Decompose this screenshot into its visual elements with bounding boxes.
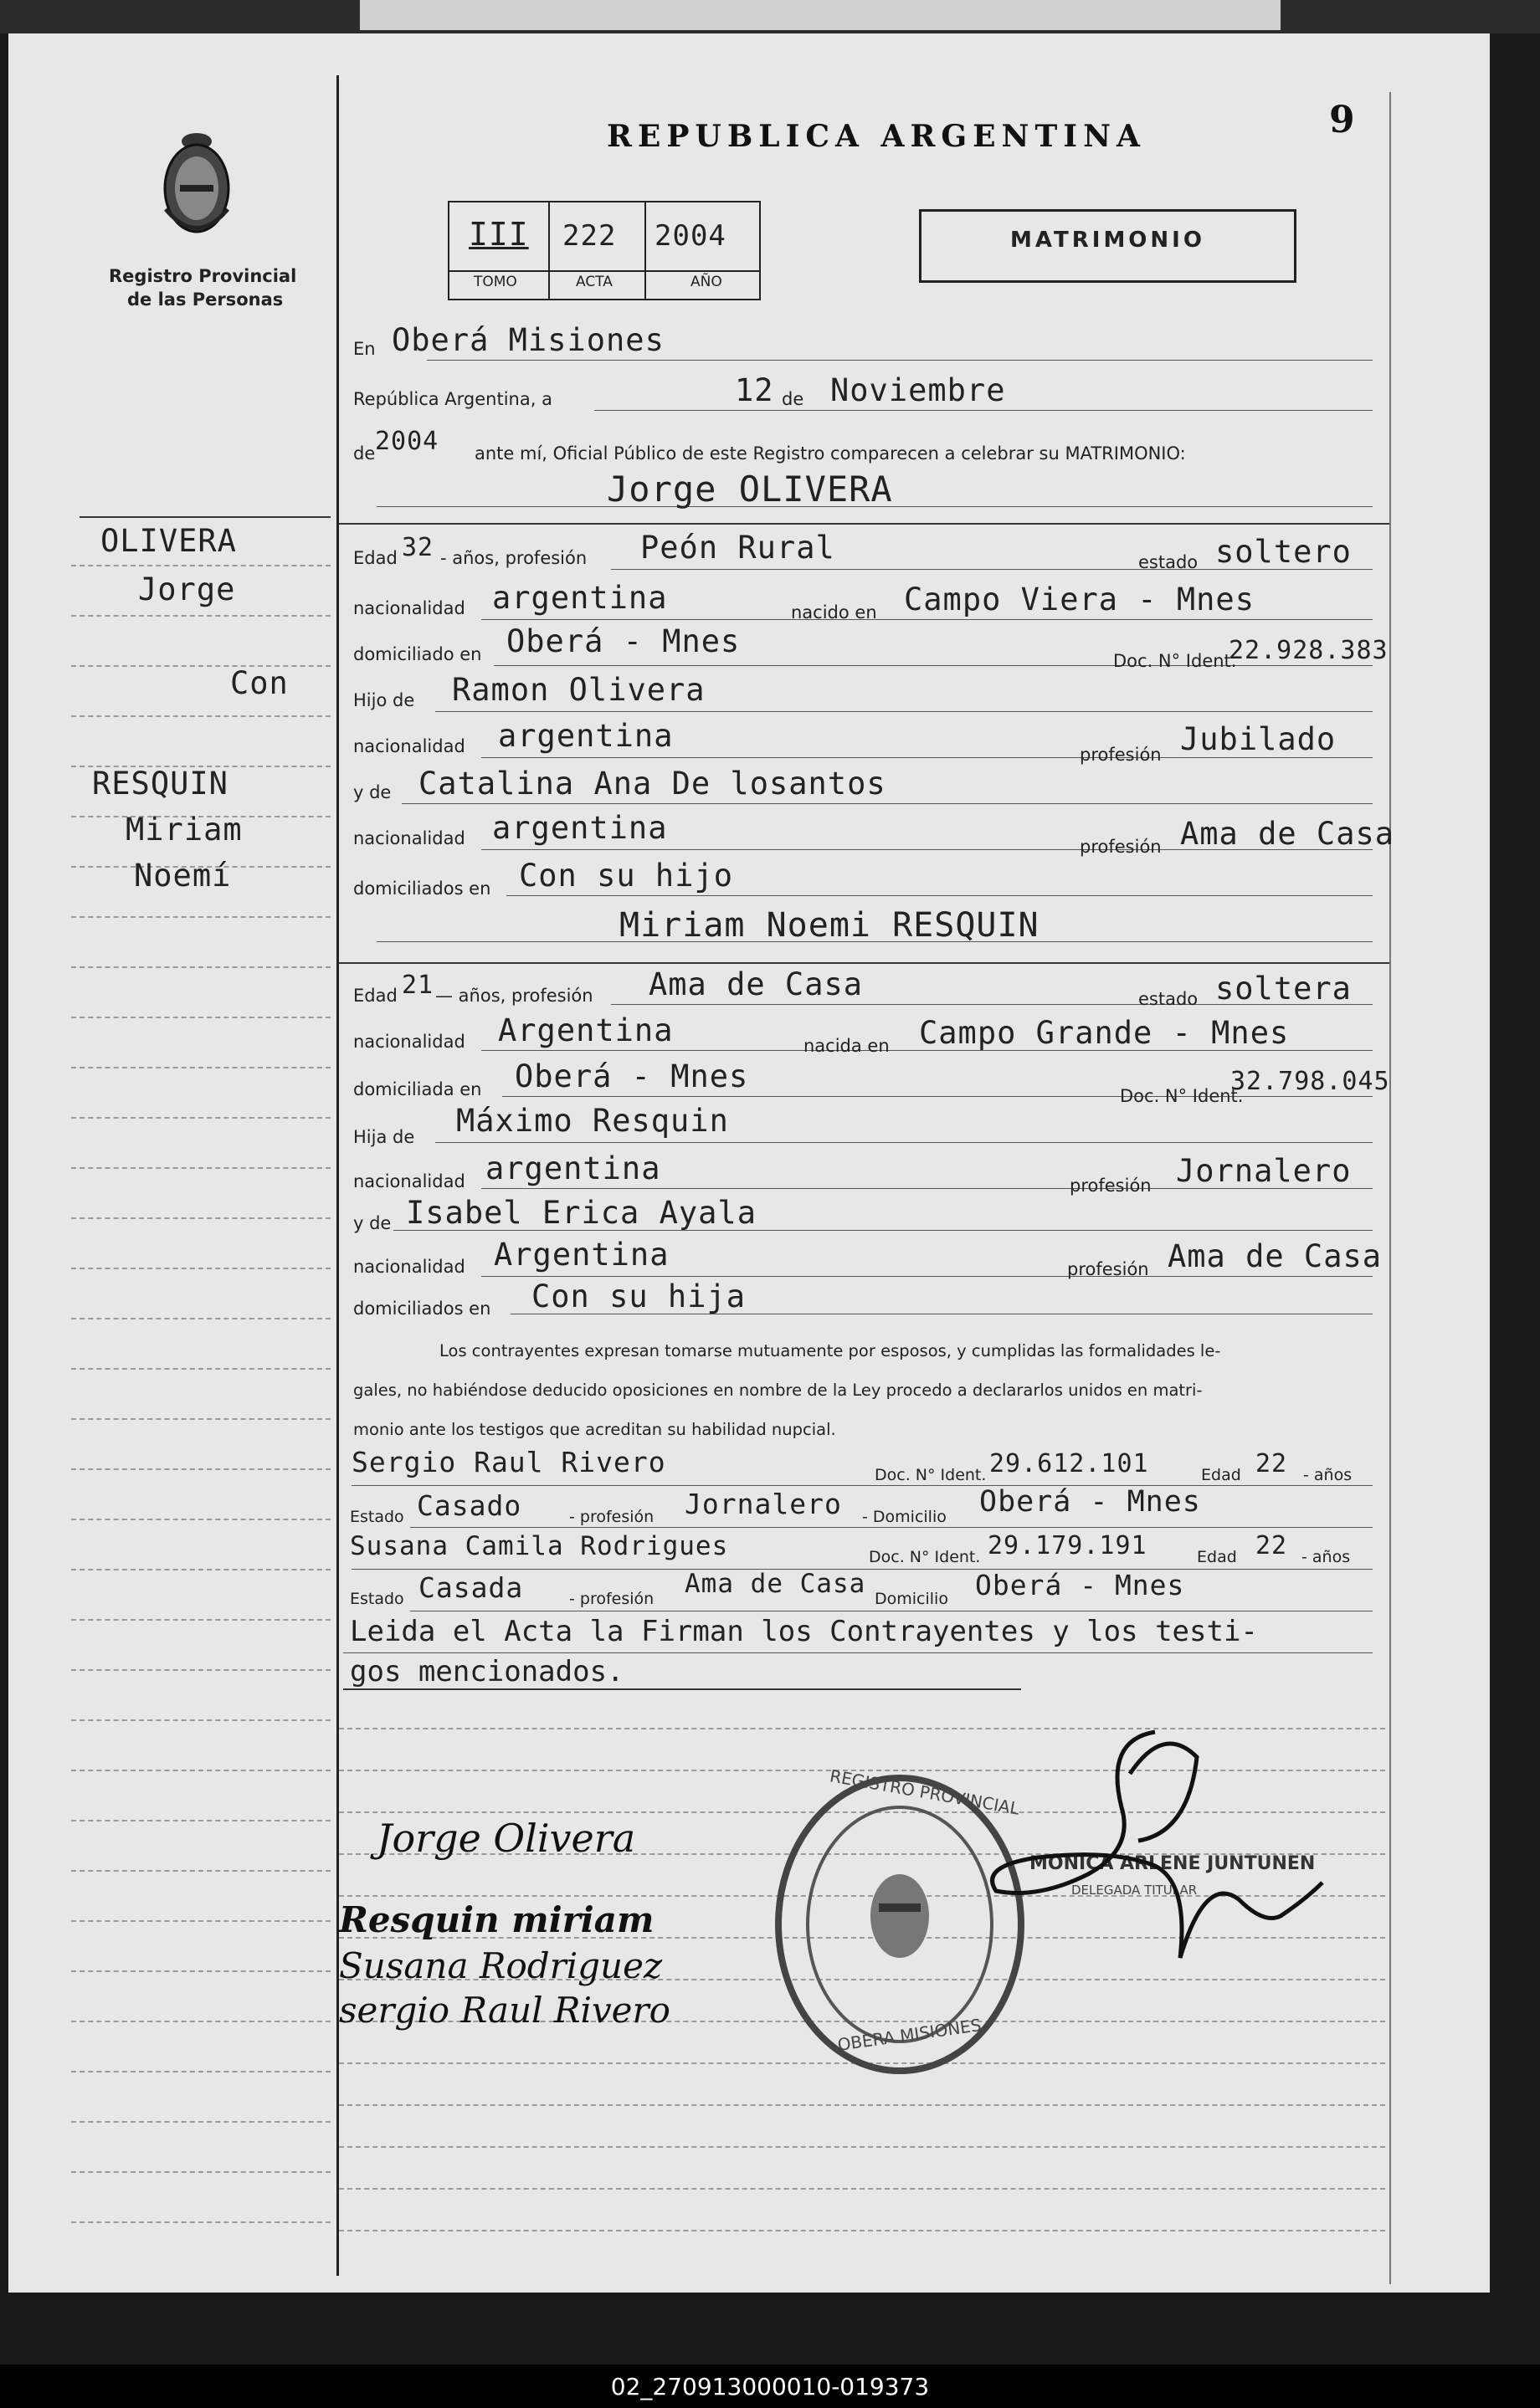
bride-father-nat-label: nacionalidad bbox=[353, 1171, 465, 1191]
official-signature bbox=[988, 1707, 1339, 1975]
country-title: REPUBLICA ARGENTINA bbox=[607, 119, 1146, 154]
groom-father-prof-label: profesión bbox=[1080, 745, 1162, 765]
de2-label: de bbox=[353, 443, 376, 464]
witness1-domicile: Oberá - Mnes bbox=[979, 1485, 1201, 1519]
witness2-domicile: Oberá - Mnes bbox=[975, 1569, 1185, 1601]
groom-father-nat-label: nacionalidad bbox=[353, 736, 465, 756]
bride-nacida-label: nacida en bbox=[803, 1036, 890, 1056]
witness1-doc-label: Doc. N° Ident. bbox=[875, 1466, 987, 1484]
witness1-prof-label: - profesión bbox=[569, 1508, 654, 1526]
bride-estado-label: estado bbox=[1138, 989, 1199, 1009]
bride-nac-label: nacionalidad bbox=[353, 1032, 465, 1052]
tomo-value: III bbox=[469, 216, 529, 253]
witness2-age: 22 bbox=[1255, 1531, 1288, 1560]
groom-doc-number: 22.928.383 bbox=[1229, 636, 1389, 665]
bride-doms-label: domiciliados en bbox=[353, 1299, 491, 1319]
groom-father: Ramon Olivera bbox=[452, 672, 706, 708]
margin-name-groom: Jorge bbox=[138, 571, 236, 607]
bride-edad-label: Edad bbox=[353, 986, 398, 1006]
margin-surname-groom: OLIVERA bbox=[100, 523, 237, 559]
registry-name-line2: de las Personas bbox=[127, 289, 284, 310]
signature-witness1: sergio Raul Rivero bbox=[339, 1990, 670, 2031]
groom-yde-label: y de bbox=[353, 782, 392, 802]
witness1-estado-label: Estado bbox=[350, 1508, 404, 1526]
witness2-status: Casada bbox=[418, 1571, 524, 1604]
bride-domicile: Oberá - Mnes bbox=[515, 1058, 749, 1094]
marriage-place: Oberá Misiones bbox=[392, 322, 665, 358]
witness1-status: Casado bbox=[417, 1489, 522, 1522]
signature-bride: Resquin miriam bbox=[339, 1899, 654, 1940]
bride-dom-label: domiciliada en bbox=[353, 1079, 482, 1099]
right-border bbox=[1389, 92, 1391, 2284]
underlying-page-strip bbox=[0, 0, 1540, 33]
bride-father: Máximo Resquin bbox=[456, 1103, 729, 1139]
groom-hijo-label: Hijo de bbox=[353, 690, 415, 710]
official-stamp-title: DELEGADA TITULAR bbox=[1071, 1883, 1198, 1898]
ano-label: AÑO bbox=[690, 274, 722, 290]
witness1-anos-label: - años bbox=[1303, 1466, 1353, 1484]
groom-status: soltero bbox=[1215, 534, 1352, 570]
bride-mother-nat-label: nacionalidad bbox=[353, 1257, 465, 1277]
groom-age: 32 bbox=[402, 533, 434, 562]
ano-value: 2004 bbox=[654, 219, 726, 253]
witness1-doc-number: 29.612.101 bbox=[989, 1449, 1149, 1478]
republic-label: República Argentina, a bbox=[353, 389, 552, 409]
page-number: 9 bbox=[1329, 99, 1355, 141]
groom-mother-nationality: argentina bbox=[492, 810, 668, 846]
witness1-profession: Jornalero bbox=[685, 1488, 842, 1520]
groom-father-nationality: argentina bbox=[498, 718, 674, 754]
marriage-month: Noviembre bbox=[830, 372, 1006, 408]
groom-nac-label: nacionalidad bbox=[353, 598, 465, 618]
groom-mother-prof-label: profesión bbox=[1080, 837, 1162, 857]
bride-parents-domicile: Con su hija bbox=[531, 1278, 747, 1314]
groom-nationality: argentina bbox=[492, 580, 668, 616]
bride-mother-prof-label: profesión bbox=[1067, 1259, 1149, 1279]
coat-of-arms-icon bbox=[159, 130, 234, 243]
groom-edad-label: Edad bbox=[353, 548, 398, 568]
marriage-year: 2004 bbox=[375, 427, 439, 456]
groom-parents-domicile: Con su hijo bbox=[519, 858, 734, 894]
round-stamp-bottom: OBERA MISIONES bbox=[836, 2015, 983, 2055]
bride-doc-number: 32.798.045 bbox=[1230, 1067, 1390, 1096]
groom-doc-label: Doc. N° Ident. bbox=[1113, 651, 1237, 671]
bride-mother-nationality: Argentina bbox=[494, 1237, 670, 1273]
witness2-edad-label: Edad bbox=[1197, 1548, 1237, 1566]
declaration-line2: gales, no habiéndose deducido oposiciones en nombre de la Ley procedo a declararlos unidos en matri- bbox=[353, 1381, 1203, 1400]
witness2-profession: Ama de Casa bbox=[685, 1569, 866, 1599]
bride-status: soltera bbox=[1215, 971, 1352, 1007]
signature-groom: Jorge Olivera bbox=[377, 1816, 636, 1861]
witness2-anos-label: - años bbox=[1301, 1548, 1351, 1566]
groom-mother-profession: Ama de Casa bbox=[1180, 816, 1395, 852]
witness1-age: 22 bbox=[1255, 1449, 1288, 1478]
bride-birthplace: Campo Grande - Mnes bbox=[919, 1015, 1290, 1051]
bride-age: 21 bbox=[402, 971, 434, 1000]
image-id-text: 02_270913000010-019373 bbox=[610, 2373, 930, 2400]
margin-middle-bride: Noemí bbox=[134, 858, 232, 894]
witness2-doc-label: Doc. N° Ident. bbox=[869, 1548, 981, 1566]
groom-birthplace: Campo Viera - Mnes bbox=[904, 582, 1255, 617]
groom-mother-nat-label: nacionalidad bbox=[353, 828, 465, 848]
witness2-prof-label: - profesión bbox=[569, 1590, 654, 1608]
declaration-line1: Los contrayentes expresan tomarse mutuamente por esposos, y cumplidas las formalidades le- bbox=[439, 1341, 1221, 1360]
marriage-day: 12 bbox=[735, 372, 774, 408]
declaration-line3: monio ante los testigos que acreditan su habilidad nupcial. bbox=[353, 1420, 836, 1439]
margin-name-bride: Miriam bbox=[126, 812, 243, 848]
tomo-label: TOMO bbox=[474, 274, 517, 290]
closing-line2: gos mencionados. bbox=[350, 1655, 624, 1688]
witness2-estado-label: Estado bbox=[350, 1590, 404, 1608]
witness1-name: Sergio Raul Rivero bbox=[352, 1446, 666, 1478]
de-label: de bbox=[782, 389, 804, 409]
registry-name-line1: Registro Provincial bbox=[109, 266, 297, 286]
bride-mother: Isabel Erica Ayala bbox=[406, 1195, 757, 1231]
record-type: MATRIMONIO bbox=[1010, 228, 1205, 253]
margin-surname-bride: RESQUIN bbox=[92, 766, 228, 802]
groom-domicile: Oberá - Mnes bbox=[506, 623, 741, 659]
groom-father-profession: Jubilado bbox=[1180, 721, 1337, 757]
bride-father-nationality: argentina bbox=[485, 1150, 661, 1186]
image-id-bar bbox=[0, 2364, 1540, 2408]
witness2-dom-label: Domicilio bbox=[875, 1590, 948, 1608]
groom-doms-label: domiciliados en bbox=[353, 879, 491, 899]
groom-estado-label: estado bbox=[1138, 552, 1199, 572]
bride-doc-label: Doc. N° Ident. bbox=[1120, 1086, 1244, 1106]
margin-con: Con bbox=[230, 665, 289, 701]
bride-mother-profession: Ama de Casa bbox=[1168, 1238, 1383, 1274]
groom-mother: Catalina Ana De losantos bbox=[418, 766, 886, 802]
en-label: En bbox=[353, 339, 376, 359]
bride-full-name: Miriam Noemi RESQUIN bbox=[619, 906, 1040, 945]
groom-nacido-label: nacido en bbox=[791, 602, 877, 622]
bride-father-prof-label: profesión bbox=[1070, 1176, 1152, 1196]
groom-anos-label: - años, profesión bbox=[440, 548, 588, 568]
witness2-doc-number: 29.179.191 bbox=[988, 1531, 1147, 1560]
bride-anos-label: — años, profesión bbox=[435, 986, 593, 1006]
bride-nationality: Argentina bbox=[498, 1012, 674, 1048]
acta-label: ACTA bbox=[576, 274, 613, 290]
groom-profession: Peón Rural bbox=[640, 530, 835, 566]
witness1-edad-label: Edad bbox=[1201, 1466, 1241, 1484]
statement-text: ante mí, Oficial Público de este Registro comparecen a celebrar su MATRIMONIO: bbox=[475, 443, 1186, 464]
signature-witness2: Susana Rodriguez bbox=[339, 1945, 663, 1986]
bride-profession: Ama de Casa bbox=[649, 966, 864, 1002]
round-stamp-top: REGISTRO PROVINCIAL bbox=[828, 1765, 1021, 1819]
bride-father-profession: Jornalero bbox=[1176, 1153, 1352, 1189]
bride-yde-label: y de bbox=[353, 1213, 392, 1233]
bride-hija-label: Hija de bbox=[353, 1127, 415, 1147]
official-stamp-name: MONICA ARLENE JUNTUNEN bbox=[1029, 1853, 1316, 1874]
closing-line1: Leida el Acta la Firman los Contrayentes y los testi- bbox=[350, 1615, 1258, 1648]
groom-full-name: Jorge OLIVERA bbox=[607, 469, 893, 510]
witness2-name: Susana Camila Rodrigues bbox=[350, 1531, 729, 1561]
groom-dom-label: domiciliado en bbox=[353, 644, 482, 664]
acta-value: 222 bbox=[562, 219, 617, 253]
witness1-dom-label: - Domicilio bbox=[862, 1508, 947, 1526]
